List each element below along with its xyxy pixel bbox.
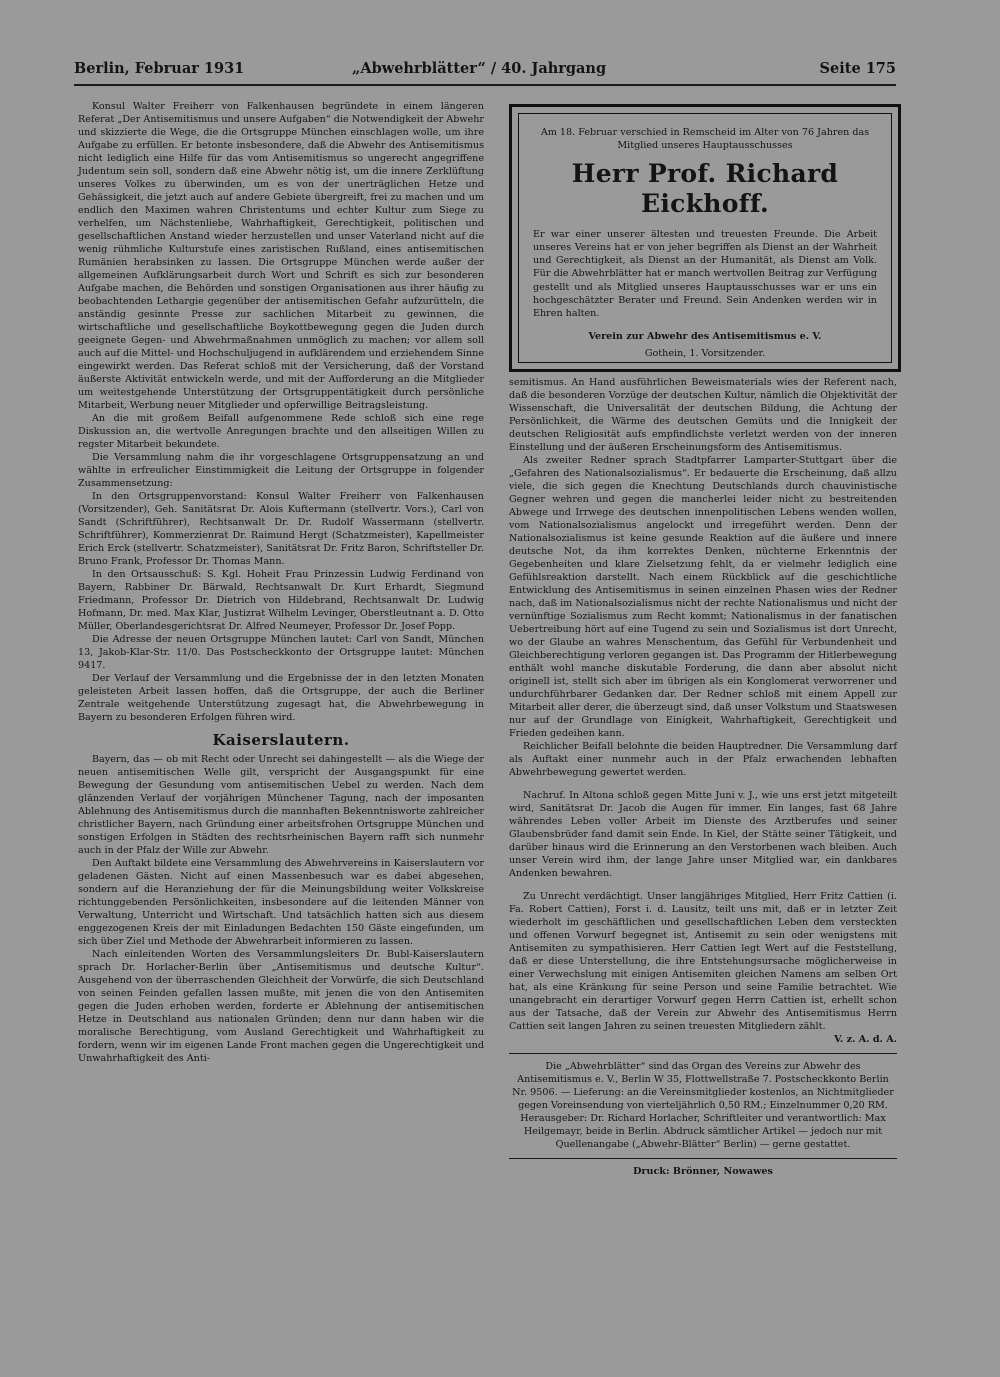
article-paragraph: semitismus. An Hand ausführlichen Beweismaterials wies der Referent nach, daß die besonderen Vorzüge der deutschen Kultur, nämlich die Objektivität der Wissenschaft, die Universalität der deutschen Bildung, die Achtung der Persönlichkeit, die Wärme des deutschen Gemüts und die Innigkeit der deutschen Religiosität aufs empfindlichste verletzt werden von der inneren Einstellung und der äußeren Erscheinungsform des Antisemitismus. (509, 377, 897, 453)
obituary-intro: Am 18. Februar verschied in Remscheid im Alter von 76 Jahren das Mitglied unseres Hauptausschusses (540, 127, 870, 152)
notice-obituary: Nachruf. In Altona schloß gegen Mitte Juni v. J., wie uns erst jetzt mitgeteilt wird, Sanitätsrat Dr. Jacob die Augen für immer. Ein langes, fast 68 Jahre währendes Leben voller Arbeit im Dienste des Arztberufes und seiner Glaubensbrüder fand damit sein Ende. In Kiel, der Stätte seiner Tätigkeit, und darüber hinaus wird die Erinnerung an den Verstorbenen wach bleiben. Auch unser Verein wird ihm, der lange Jahre unser Mitglied war, ein dankbares Andenken bewahren. (509, 790, 897, 879)
article-paragraph: Bayern, das — ob mit Recht oder Unrecht sei dahingestellt — als die Wiege der neuen antisemitischen Welle gilt, verspricht der Ausgangspunkt für eine Bewegung der Gesundung vom antisemitischen Uebel zu werden. Nach dem glänzenden Verlauf der vorjährigen Münchener Tagung, nach der imposanten Ablehnung des Antisemitismus durch die mannhaften Bekenntnisworte zahlreicher christlicher Bayern, nach Gründung einer arbeitsfrohen Ortsgruppe München und sonstigen Erfolgen in Städten des rechtsrheinischen Bayern rafft sich nunmehr auch in der Pfalz der Wille zur Abwehr. (78, 754, 484, 856)
obituary-organization: Verein zur Abwehr des Antisemitismus e. V. (588, 330, 822, 342)
article-paragraph: Der Verlauf der Versammlung und die Ergebnisse der in den letzten Monaten geleisteten Arbeit lassen hoffen, daß die Ortsgruppe, der auch die Berliner Zentrale weitgehende Unterstützung zugesagt hat, die Abwehrbewegung in Bayern zu besonderen Erfolgen führen wird. (78, 673, 484, 723)
left-column (78, 100, 484, 1065)
page-header (74, 58, 896, 86)
header-publication: „Abwehrblätter“ / 40. Jahrgang (352, 60, 607, 77)
article-paragraph: Nach einleitenden Worten des Versammlungsleiters Dr. Bubl-Kaiserslautern sprach Dr. Horlacher-Berlin über „Antisemitismus und deutsche Kultur“. Ausgehend von der überraschenden Gleichheit der Vorwürfe, die sich Deutschland von seinen Feinden gefallen lassen mußte, mit jenen die von den Antisemiten gegen die Juden erhoben werden, forderte er Ablehnung der antisemitischen Hetze in Deutschland aus nationalen Gründen; denn nur dann haben wir die moralische Berechtigung, vom Ausland Gerechtigkeit und Wahrhaftigkeit zu fordern, wenn wir im eigenen Lande Front machen gegen die Ungerechtigkeit und Unwahrhaftigkeit des Anti- (78, 949, 484, 1064)
obituary-name: Herr Prof. Richard Eickhoff. (571, 159, 839, 219)
section-heading: Kaiserslautern. (212, 731, 350, 749)
obituary-box (509, 104, 901, 372)
obituary-signature: Gothein, 1. Vorsitzender. (644, 347, 766, 359)
article-paragraph: In den Ortsausschuß: S. Kgl. Hoheit Frau Prinzessin Ludwig Ferdinand von Bayern, Rabbiner Dr. Bärwald, Rechtsanwalt Dr. Kurt Erhardt, Siegmund Friedmann, Professor Dr. Dietrich von Hildebrand, Rechtsanwalt Dr. Ludwig Hofmann, Dr. med. Max Klar, Justizrat Wilhelm Levinger, Oberstleutnant a. D. Otto Müller, Oberlandesgerichtsrat Dr. Alfred Neumeyer, Professor Dr. Josef Popp. (78, 569, 484, 632)
divider-line (509, 1158, 897, 1159)
notice-correction: Zu Unrecht verdächtigt. Unser langjähriges Mitglied, Herr Fritz Cattien (i. Fa. Robert Cattien), Forst i. d. Lausitz, teilt uns mit, daß er in letzter Zeit wiederholt im geschäftlichen und gesellschaftlichen Leben dem versteckten und offenen Vorwurf begegnet ist, Antisemit zu sein oder wenigstens mit Antisemiten zu sympathisieren. Herr Cattien legt Wert auf die Feststellung, daß er diese Unterstellung, die ihre Entstehungsursache möglicherweise in einer Verwechslung mit einigen Antisemiten gleichen Namens am selben Ort hat, als eine Kränkung für seine Person und seine Familie betrachtet. Wie unangebracht ein derartiger Vorwurf gegen Herrn Cattien ist, erhellt schon aus der Tatsache, daß der Verein zur Abwehr des Antisemitismus Herrn Cattien seit langen Jahren zu seinen treuesten Mitgliedern zählt. (509, 891, 897, 1032)
article-paragraph: Die Versammlung nahm die ihr vorgeschlagene Ortsgruppensatzung an und wählte in erfreulicher Einstimmigkeit die Leitung der Ortsgruppe in folgender Zusammensetzung: (78, 452, 484, 489)
notice-signature: V. z. A. d. A. (834, 1034, 897, 1045)
imprint-block: Die „Abwehrblätter“ sind das Organ des Vereins zur Abwehr des Antisemitismus e. V., Berlin W 35, Flottwellstraße 7. Postscheckkonto Berlin Nr. 9506. — Lieferung: an die Vereinsmitglieder kostenlos, an Nichtmitglieder gegen Voreinsendung von vierteljährlich 0,50 RM.; Einzelnummer 0,20 RM. Herausgeber: Dr. Richard Horlacher, Schriftleiter und verantwortlich: Max Heilgemayr, beide in Berlin. Abdruck sämtlicher Artikel — jedoch nur mit Quellenangabe („Abwehr-Blätter“ Berlin) — gerne gestattet. (512, 1061, 894, 1150)
obituary-inner-frame (518, 113, 892, 363)
divider-line (509, 1053, 897, 1054)
article-paragraph: Konsul Walter Freiherr von Falkenhausen begründete in einem längeren Referat „Der Antisemitismus und unsere Aufgaben“ die Notwendigkeit der Abwehr und skizzierte die Wege, die die Ortsgruppe München einschlagen wolle, um ihre Aufgabe zu erfüllen. Er betonte insbesondere, daß die Abwehr des Antisemitismus nicht lediglich eine Hilfe für das vom Antisemitismus so ungerecht angegriffene Judentum sein soll, sondern daß eine Abwehr nötig ist, um die innere Zerklüftung unseres Volkes zu überwinden, um es von der unerträglichen Hetze und Gehässigkeit, die jetzt auch auf andere Gebiete übergreift, frei zu machen und um endlich den Maximen wahren Christentums und echter Kultur zum Siege zu verhelfen, um Nächstenliebe, Wahrhaftigkeit, Gerechtigkeit, politischen und gesellschaftlichen Anstand wieder herzustellen und unser Vaterland nicht auf die wenig rühmliche Kulturstufe eines zaristischen Rußland, eines antisemitischen Rumänien herabsinken zu lassen. Die Ortsgruppe München werde außer der allgemeinen Aufklärungsarbeit durch Wort und Schrift es sich zur besonderen Aufgabe machen, die Behörden und sonstigen Organisationen aus ihrer häufig zu beobachtenden Lethargie gegenüber der antisemitischen Gefahr aufzurütteln, die anständig gesinnte Presse zur sachlichen Mitarbeit zu gewinnen, die wirtschaftliche und gesellschaftliche Boykottbewegung gegen die Juden durch geeignete Gegen- und Abwehrmaßnahmen unmöglich zu machen; vor allem soll auch auf die Mittel- und Hochschuljugend in aufklärendem und erziehendem Sinne eingewirkt werden. Das Referat schloß mit der Versicherung, daß der Vorstand äußerste Aktivität entwickeln werde, und mit der Aufforderung an die Mitglieder um weitestgehende Unterstützung der Ortsgruppentätigkeit durch persönliche Mitarbeit, Werbung neuer Mitglieder und opferwillige Beitragsleistung. (78, 101, 484, 411)
header-date: Berlin, Februar 1931 (74, 60, 245, 77)
header-page-number: Seite 175 (819, 60, 896, 77)
right-column (509, 376, 897, 1178)
article-paragraph: Die Adresse der neuen Ortsgruppe München lautet: Carl von Sandt, München 13, Jakob-Klar-Str. 11/0. Das Postscheckkonto der Ortsgruppe lautet: München 9417. (78, 634, 484, 671)
article-paragraph: In den Ortsgruppenvorstand: Konsul Walter Freiherr von Falkenhausen (Vorsitzender), Geh. Sanitätsrat Dr. Alois Kuftermann (stellvertr. Vors.), Carl von Sandt (Schriftführer), Rechtsanwalt Dr. Dr. Rudolf Wassermann (stellvertr. Schriftführer), Kommerzienrat Dr. Raimund Hergt (Schatzmeister), Kapellmeister Erich Erck (stellvertr. Schatzmeister), Sanitätsrat Dr. Fritz Baron, Schriftsteller Dr. Bruno Frank, Professor Dr. Thomas Mann. (78, 491, 484, 567)
article-paragraph: An die mit großem Beifall aufgenommene Rede schloß sich eine rege Diskussion an, die wertvolle Anregungen brachte und den allseitigen Willen zu regster Mitarbeit bekundete. (78, 413, 484, 450)
article-paragraph: Reichlicher Beifall belohnte die beiden Hauptredner. Die Versammlung darf als Auftakt einer nunmehr auch in der Pfalz erwachenden lebhaften Abwehrbewegung gewertet werden. (509, 741, 897, 778)
article-paragraph: Den Auftakt bildete eine Versammlung des Abwehrvereins in Kaiserslautern vor geladenen Gästen. Nicht auf einen Massenbesuch war es dabei abgesehen, sondern auf die Heranziehung der für die Meinungsbildung weiter Volkskreise richtunggebenden Persönlichkeiten, insbesondere auf die leitenden Männer von Verwaltung, Unterricht und Wirtschaft. Und tatsächlich hatten sich aus diesem enggezogenen Kreis der mit Einladungen Bedachten 150 Gäste eingefunden, um sich über Ziel und Methode der Abwehrarbeit informieren zu lassen. (78, 858, 484, 947)
article-paragraph: Als zweiter Redner sprach Stadtpfarrer Lamparter-Stuttgart über die „Gefahren des Nationalsozialismus“. Er bedauerte die Erscheinung, daß allzu viele, die sich gegen die Knechtung Deutschlands durch chauvinistische Gegner wehren und gegen die mancherlei leider nicht zu bestreitenden Abwege und Irrwege des deutschen innenpolitischen Lebens wenden wollen, vom Nationalsozialismus angelockt und irregeführt werden. Denn der Nationalsozialismus ist keine gesunde Reaktion auf die äußere und innere deutsche Not, da ihm korrektes Denken, nüchterne Erkenntnis der Gegebenheiten und klare Zielsetzung fehlt, da er vielmehr lediglich eine Gefühlsreaktion darstellt. Nach einem Rückblick auf die geschichtliche Entwicklung des Antisemitismus in seinen einzelnen Phasen wies der Redner nach, daß im Nationalsozialismus nicht der rechte Nationalismus und nicht der vernünftige Sozialismus zum Recht kommt; Nationalismus in der fanatischen Uebertreibung hört auf eine Tugend zu sein und Sozialismus ist dort Unrecht, wo der Glaube an wahres Menschentum, das Gefühl für Verbundenheit und Gleichberechtigung verloren gegangen ist. Das Programm der Hitlerbewegung enthält wohl manche diskutable Forderung, die dann aber absolut nicht originell ist, stellt sich aber im übrigen als ein Konglomerat verworrener und undurchführbarer Gedanken dar. Der Redner schloß mit einem Appell zur Mitarbeit aller derer, die überzeugt sind, daß unser Volkstum und Staatswesen nur auf der Grundlage von Einigkeit, Wahrhaftigkeit, Gerechtigkeit und Frieden gedeihen kann. (509, 455, 897, 739)
printer-line: Druck: Brönner, Nowawes (633, 1166, 773, 1177)
obituary-body: Er war einer unserer ältesten und treuesten Freunde. Die Arbeit unseres Vereins hat er von jeher begriffen als Dienst an der Wahrheit und Gerechtigkeit, als Dienst an der Humanität, als Dienst am Volk. Für die Abwehrblätter hat er manch wertvollen Beitrag zur Verfügung gestellt und als Mitglied unseres Hauptausschusses war er uns ein hochgeschätzter Berater und Freund. Sein Andenken werden wir in Ehren halten. (533, 229, 877, 319)
